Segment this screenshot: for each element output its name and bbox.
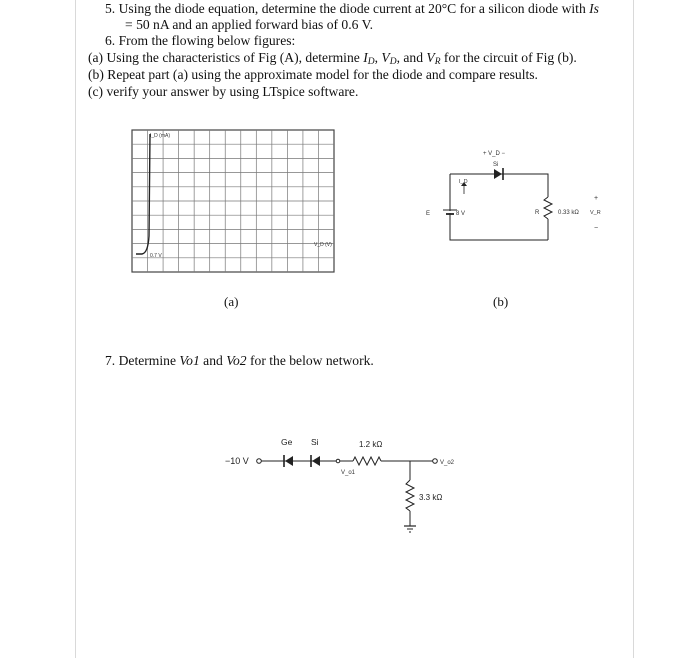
var-id: I [363, 50, 368, 65]
circuit7-ge-label: Ge [281, 437, 293, 447]
question-5-line-1 [105, 0, 599, 17]
question-7-text-a: Determine [118, 353, 180, 368]
question-7-text-mid: and [199, 353, 227, 368]
question-7-number: 7. [105, 353, 116, 368]
fig-b-source-value: 8 V [456, 211, 466, 217]
question-6-part-c: (c) verify your answer by using LTspice software. [88, 84, 359, 99]
fig-a-knee-label: 0.7 V [150, 253, 162, 259]
circuit7-source: −10 V [225, 456, 249, 466]
sep-2: , and [396, 50, 427, 65]
var-vd-sub: D [389, 57, 397, 67]
fig-a-y-label: I_D (mA) [150, 133, 170, 139]
fig-b-vd-label: + V_D − [483, 151, 506, 157]
fig-b-plus: + [594, 195, 599, 202]
fig-b-diode-label: Si [493, 162, 499, 168]
part-a-suffix: for the circuit of Fig (b). [440, 50, 577, 65]
fig-b-minus: − [594, 225, 599, 232]
circuit7-si-label: Si [311, 437, 319, 447]
question-5-var-is: Is [589, 1, 599, 16]
var-vd: V [381, 50, 390, 65]
fig-b-vr-label: V_R [590, 210, 601, 216]
question-6-number: 6. [105, 33, 116, 48]
circuit7-r1-value: 1.2 kΩ [359, 440, 383, 449]
diode-symbol [494, 169, 502, 179]
figure-b-caption: (b) [493, 294, 509, 309]
page-edge-right [633, 0, 634, 658]
question-7-var-vo2: Vo2 [226, 353, 247, 368]
question-6-intro-text: From the flowing below figures: [118, 33, 296, 48]
question-7-circuit [225, 430, 465, 545]
question-6-part-b: (b) Repeat part (a) using the approximate model for the diode and compare results. [88, 67, 538, 82]
si-diode [312, 456, 320, 466]
page-edge-left [75, 0, 76, 658]
fig-b-res-value: 0.33 kΩ [558, 210, 579, 216]
sep-1: , [374, 50, 382, 65]
question-5-text-b: = 50 nA and an applied forward bias of 0.6 V. [125, 17, 374, 32]
question-5-number: 5. [105, 1, 116, 16]
var-vr: V [426, 50, 435, 65]
fig-b-id-label: I_D [459, 179, 468, 185]
question-6-intro [105, 32, 295, 49]
figure-b-circuit [420, 142, 620, 252]
var-vr-sub: R [434, 57, 441, 67]
ge-diode [285, 456, 293, 466]
question-7-var-vo1: Vo1 [179, 353, 200, 368]
question-5-line-2 [125, 16, 373, 33]
circuit7-r2-value: 3.3 kΩ [419, 493, 443, 502]
circuit7-vo1-label: V_o1 [341, 470, 356, 476]
figure-a-caption: (a) [224, 294, 239, 309]
question-7 [105, 352, 374, 369]
question-7-text-b: for the below network. [246, 353, 374, 368]
var-id-sub: D [367, 57, 375, 67]
fig-b-source-label: E [426, 211, 431, 217]
question-5-text-a: Using the diode equation, determine the diode current at 20°C for a silicon diode with [118, 1, 590, 16]
fig-b-res-label: R [535, 210, 540, 216]
fig-a-x-label: V_D (V) [314, 242, 332, 248]
circuit7-vo2-label: V_o2 [440, 460, 455, 466]
figure-a-characteristic [128, 126, 338, 276]
part-a-prefix: (a) Using the characteristics of Fig (A), determine [88, 50, 364, 65]
